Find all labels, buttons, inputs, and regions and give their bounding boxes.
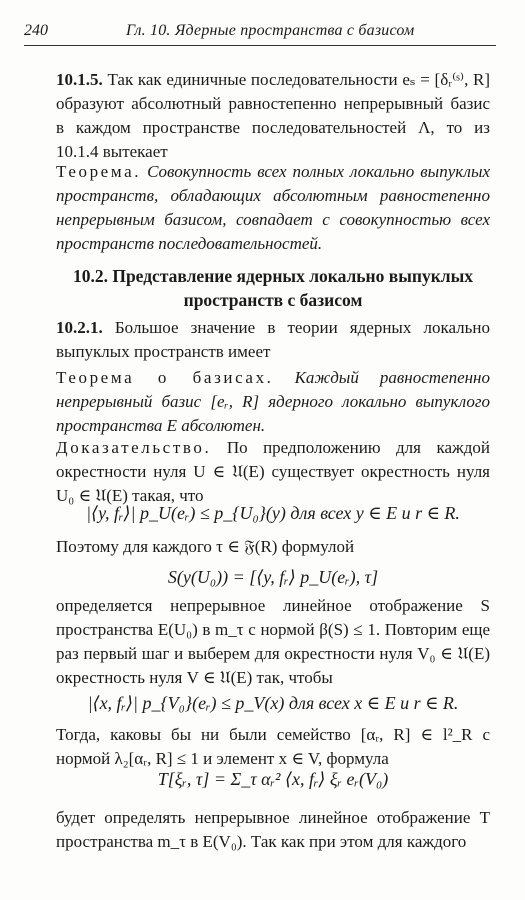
section-heading: 10.2. Представление ядерных локально выпуклых пространств с базисом [72,266,474,310]
theorem-text: Совокупность всех полных локально выпуклых пространств, обладающих абсолютным равностепенно непрерывным базисом, совпадает с совокупностью всех пространств последовательностей. [56,162,491,253]
formula-1: |⟨y, fᵣ⟩| p_U(eᵣ) ≤ p_{U₀}(y) для всех y ∈ E и r ∈ R. [86,503,460,523]
theorem-label: Теорема. [56,162,142,181]
theorem-label: Теорема о базисах. [56,368,274,387]
running-head: Гл. 10. Ядерные пространства с базисом [126,22,415,39]
header-rule [24,45,496,46]
paragraph-therefore: Поэтому для каждого τ ∈ 𝔉(R) формулой [56,537,355,556]
proof-text: По предположению для каждой окрестности нуля U ∈ 𝔘(E) существует окрестность нуля U₀ ∈ 𝔘(E) такая, что [56,438,491,505]
formula-2: S(y(U₀)) = [⟨y, fᵣ⟩ p_U(eᵣ), τ] [167,567,379,587]
paragraph-number: 10.2.1. [56,318,103,337]
paragraph-number: 10.1.5. [56,70,103,89]
page-number: 240 [24,22,48,39]
paragraph-then: Тогда, каковы бы ни были семейство [αᵣ, R] ∈ l²_R с нормой λ₂[αᵣ, R] ≤ 1 и элемент x ∈ V, формула [56,725,490,768]
theorem-statement [56,160,490,256]
page-header [24,22,502,48]
theorem-text: Каждый равностепенно непрерывный базис [eᵣ, R] ядерного локально выпуклого пространства E абсолютен. [56,368,490,435]
paragraph-defines-t: будет определять непрерывное линейное отображение T пространства m_τ в E(V₀). Так как при этом для каждого [56,808,490,851]
proof-label: Доказательство. [56,438,212,457]
formula-3: |⟨x, fᵣ⟩| p_{V₀}(eᵣ) ≤ p_V(x) для всех x ∈ E и r ∈ R. [87,693,459,713]
paragraph-text: Так как единичные последовательности eₛ = [δᵣ⁽ˢ⁾, R] образуют абсолютный равностепенно непрерывный базис в каждом пространстве последовательностей Λ, то из 10.1.4 вытекает [56,70,491,161]
paragraph-defines-s: определяется непрерывное линейное отображение S пространства E(U₀) в m_τ с нормой β(S) ≤ 1. Повторим еще раз первый шаг и выберем для окрестности нуля V₀ ∈ 𝔘(E) окрестность нуля V ∈ 𝔘(E) так, чтобы [56,596,490,687]
paragraph-text: Большое значение в теории ядерных локально выпуклых пространств имеет [56,318,490,361]
proof-paragraph [56,436,490,508]
formula-4: T[ξᵣ, τ] = Σ_τ αᵣ² ⟨x, fᵣ⟩ ξᵣ eᵣ(V₀) [157,769,389,789]
paragraph-10-1-5 [56,68,490,164]
basis-theorem [56,366,490,438]
paragraph-10-2-1 [56,316,490,364]
